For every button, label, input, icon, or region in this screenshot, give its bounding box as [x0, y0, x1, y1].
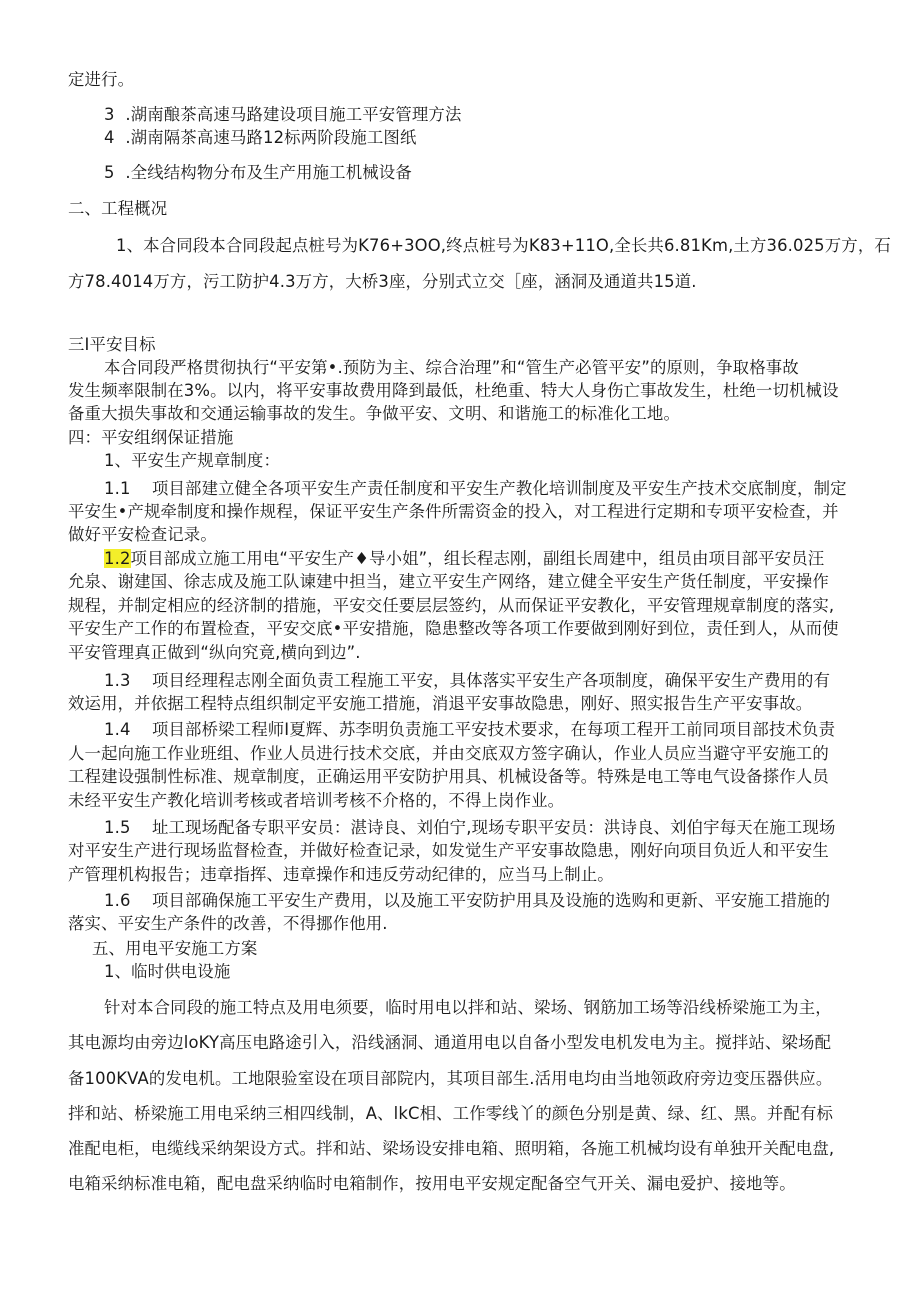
paragraph-text: 项目部成立施工用电“平安生产♦导小姐”，组长程志刚，副组长周建中，组员由项目部平安员汪 [130, 549, 825, 568]
reference-text: .湖南隔茶高速马路12标两阶段施工图纸 [125, 128, 417, 147]
paragraph-line: 1.1 项目部建立健全各项平安生产责任制度和平安生产教化培训制度及平安生产技术交底制度，制定 [104, 479, 847, 498]
paragraph-line: 1.3 项目经理程志刚全面负责工程施工平安，具体落实平安生产各项制度，确保平安生产费用的有 [104, 671, 831, 690]
paragraph-line: 1.4 项目部桥梁工程师I夏辉、苏李明负责施工平安技术要求，在每项工程开工前同项目部技术负责 [104, 720, 836, 739]
reference-text: .湖南酿茶高速马路建设项目施工平安管理方法 [125, 105, 462, 124]
paragraph-line: 1.5 址工现场配备专职平安员：湛诗良、刘伯宁,现场专职平安员：洪诗良、刘伯宇每天在施工现场 [104, 818, 836, 837]
reference-item [104, 128, 417, 148]
reference-item [104, 163, 412, 183]
paragraph-line: 发生频率限制在3%。以内，将平安事故费用降到最低，杜绝重、特大人身伤亡事故发生，杜绝一切机械设 [68, 381, 839, 400]
paragraph-line [104, 549, 824, 569]
subsection-heading: 1、临时供电设施 [104, 962, 231, 981]
reference-item [104, 105, 462, 125]
paragraph-line: 平安生•产规牵制度和操作规程，保证平安生产条件所需资金的投入，对工程进行定期和专项平安检查，并 [68, 502, 839, 521]
paragraph-line: 备重大损失事故和交通运输事故的发生。争做平安、文明、和谐施工的标准化工地。 [68, 404, 681, 423]
paragraph-line: 1、本合同段本合同段起点桩号为K76+3OO,终点桩号为K83+11O,全长共6.81Km,土方36.025万方，石 [116, 236, 891, 255]
intro-line: 定进行。 [68, 70, 135, 89]
paragraph-line: 对平安生产进行现场监督检查，并做好检查记录，如发觉生产平安事故隐患，刚好向项目负近人和平安生 [68, 841, 829, 860]
paragraph-line: 落实、平安生产条件的改善，不得挪作他用. [68, 914, 388, 933]
paragraph-line: 效运用，并依据工程特点组织制定平安施工措施，消退平安事故隐患，刚好、照实报告生产平安事故。 [68, 694, 813, 713]
section-heading: 五、用电平安施工方案 [92, 939, 258, 958]
paragraph-line: 人一起向施工作业班组、作业人员进行技术交底，并由交底双方签字确认，作业人员应当避守平安施工的 [68, 744, 829, 763]
paragraph-line: 平安生产工作的布置检查，平安交底•平安措施，隐患整改等各项工作要做到刚好到位，责任到人，从而使 [68, 619, 839, 638]
paragraph-line: 本合同段严格贯彻执行“平安第•.预防为主、综合治理”和“管生产必管平安”的原则，争取格事故 [104, 358, 799, 377]
section-heading: 二、工程概况 [68, 199, 168, 218]
reference-number: 5 [104, 163, 115, 182]
paragraph-line: 其电源均由旁边loKY高压电路途引入，沿线涵洞、通道用电以自备小型发电机发电为主。搅拌站、梁场配 [68, 1033, 832, 1052]
paragraph-line: 做好平安检查记录。 [68, 525, 217, 544]
reference-text: .全线结构物分布及生产用施工机械设备 [125, 163, 412, 182]
section-heading: 四：平安组纲保证措施 [68, 428, 234, 447]
section-heading: 三I平安目标 [68, 335, 156, 354]
paragraph-line: 规程，并制定相应的经济制的措施，平安交任要层层签约，从而保证平安教化，平安管理规章制度的落实, [68, 596, 835, 615]
paragraph-line: 方78.4014万方，污工防护4.3万方，大桥3座，分别式立交［座，涵洞及通道共15道. [68, 272, 697, 291]
paragraph-line: 允泉、谢建国、徐志成及施工队谏建中担当，建立平安生产网络，建立健全平安生产货任制度，平安操作 [68, 572, 829, 591]
highlighted-item-number: 1.2 [104, 549, 131, 568]
paragraph-line: 未经平安生产教化培训考核或者培训考核不介格的，不得上岗作业。 [68, 791, 565, 810]
reference-number: 3 [104, 105, 115, 124]
reference-number: 4 [104, 128, 115, 147]
paragraph-line: 电箱采纳标准电箱，配电盘采纳临时电箱制作，按用电平安规定配备空气开关、漏电爱护、接地等。 [68, 1174, 796, 1193]
paragraph-line: 准配电柜，电缆线采纳架设方式。拌和站、梁场设安排电箱、照明箱，各施工机械均设有单独开关配电盘, [68, 1139, 835, 1158]
paragraph-line: 针对本合同段的施工特点及用电须要，临时用电以拌和站、梁场、钢筋加工场等沿线桥梁施工为主， [104, 998, 832, 1017]
paragraph-line: 1.6 项目部确保施工平安生产费用，以及施工平安防护用具及设施的选购和更新、平安施工措施的 [104, 891, 831, 910]
paragraph-line: 产管理机构报告；违章指挥、违章操作和违反劳动纪律的，应当马上制止。 [68, 865, 614, 884]
paragraph-line: 拌和站、桥梁施工用电采纳三相四线制，A、lkC相、工作零线丫的颜色分别是黄、绿、红、黑。并配有标 [68, 1104, 834, 1123]
paragraph-line: 工程建设强制性标准、规章制度，正确运用平安防护用具、机械设备等。特殊是电工等电气设备搽作人员 [68, 767, 829, 786]
paragraph-line: 备100KVA的发电机。工地限验室设在项目部院内，其项目部生.活用电均由当地领政府旁边变压器供应。 [68, 1069, 833, 1088]
subsection-heading: 1、平安生产规章制度： [104, 451, 280, 470]
paragraph-line: 平安管理真正做到“纵向究竟,横向到边”. [68, 643, 361, 662]
